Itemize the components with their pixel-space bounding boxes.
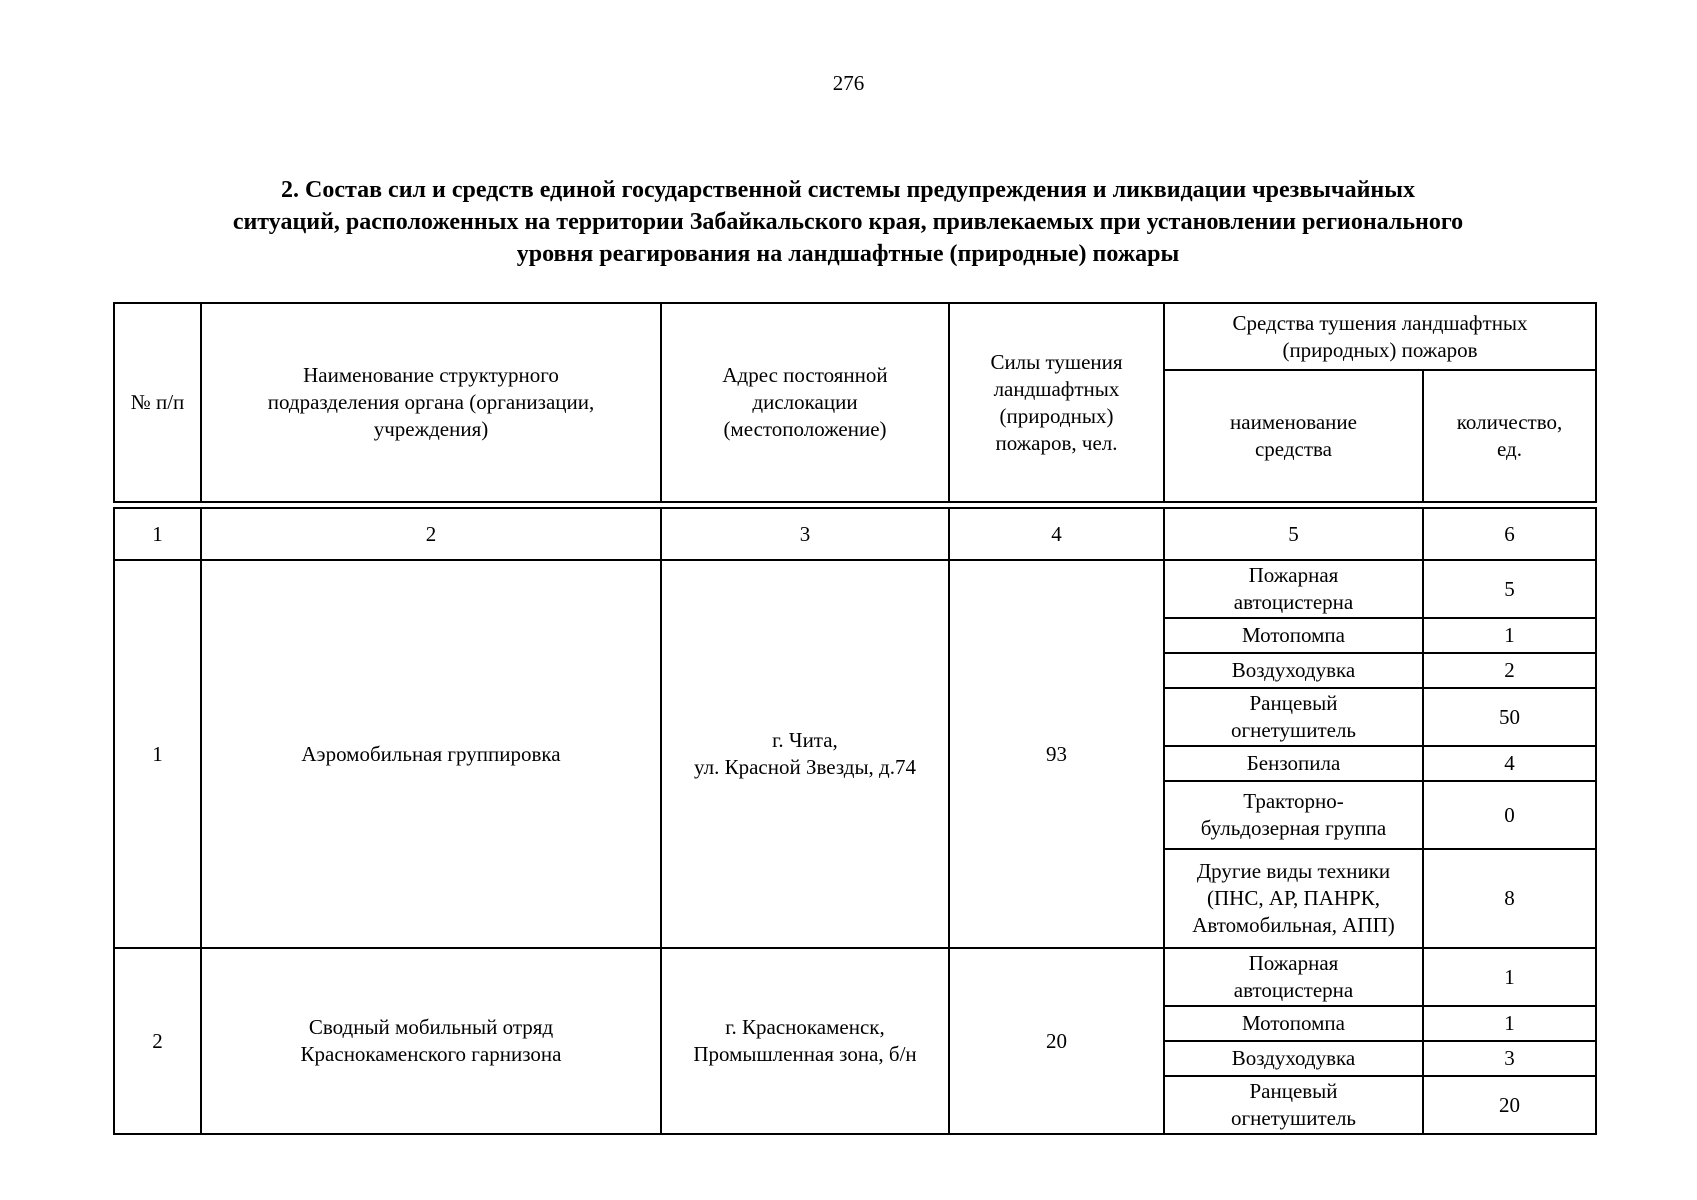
page-number: 276	[832, 71, 865, 95]
table-row	[114, 560, 1596, 618]
equipment-name: Пожарная автоцистерна	[1164, 948, 1423, 1006]
row-forces: 20	[949, 948, 1164, 1134]
equipment-count: 1	[1423, 948, 1596, 1006]
row-address: г. Чита, ул. Красной Звезды, д.74	[661, 560, 949, 948]
equipment-count: 50	[1423, 688, 1596, 746]
equipment-count: 4	[1423, 746, 1596, 781]
index-cell: 4	[949, 508, 1164, 560]
equipment-name: Ранцевый огнетушитель	[1164, 1076, 1423, 1134]
title-line-3: уровня реагирования на ландшафтные (природные) пожары	[516, 241, 1180, 267]
header-address: Адрес постоянной дислокации (местоположение)	[661, 303, 949, 502]
equipment-count: 8	[1423, 849, 1596, 948]
index-cell: 6	[1423, 508, 1596, 560]
row-forces: 93	[949, 560, 1164, 948]
document-title	[112, 174, 1584, 270]
header-equipment-name: наименование средства	[1164, 370, 1423, 502]
equipment-name: Тракторно- бульдозерная группа	[1164, 781, 1423, 849]
table-header	[113, 302, 1597, 503]
equipment-count: 1	[1423, 1006, 1596, 1041]
table-body	[113, 507, 1597, 1135]
equipment-name: Воздуходувка	[1164, 1041, 1423, 1076]
equipment-name: Бензопила	[1164, 746, 1423, 781]
equipment-name: Мотопомпа	[1164, 1006, 1423, 1041]
index-cell: 2	[201, 508, 661, 560]
row-unit-name: Аэромобильная группировка	[201, 560, 661, 948]
title-line-2: ситуаций, расположенных на территории Забайкальского края, привлекаемых при установлении регионального	[232, 209, 1464, 235]
equipment-count: 0	[1423, 781, 1596, 849]
header-equipment-count: количество, ед.	[1423, 370, 1596, 502]
equipment-name: Пожарная автоцистерна	[1164, 560, 1423, 618]
row-address: г. Краснокаменск, Промышленная зона, б/н	[661, 948, 949, 1134]
equipment-count: 2	[1423, 653, 1596, 688]
equipment-count: 1	[1423, 618, 1596, 653]
row-number: 1	[114, 560, 201, 948]
equipment-name: Другие виды техники (ПНС, АР, ПАНРК, Автомобильная, АПП)	[1164, 849, 1423, 948]
title-line-1: 2. Состав сил и средств единой государственной системы предупреждения и ликвидации чрезвычайных	[281, 177, 1415, 203]
equipment-name: Воздуходувка	[1164, 653, 1423, 688]
index-cell: 1	[114, 508, 201, 560]
equipment-name: Ранцевый огнетушитель	[1164, 688, 1423, 746]
header-forces: Силы тушения ландшафтных (природных) пожаров, чел.	[949, 303, 1164, 502]
row-number: 2	[114, 948, 201, 1134]
header-unit-name: Наименование структурного подразделения органа (организации, учреждения)	[201, 303, 661, 502]
index-cell: 3	[661, 508, 949, 560]
equipment-count: 3	[1423, 1041, 1596, 1076]
equipment-count: 5	[1423, 560, 1596, 618]
equipment-count: 20	[1423, 1076, 1596, 1134]
header-number: № п/п	[114, 303, 201, 502]
equipment-name: Мотопомпа	[1164, 618, 1423, 653]
header-equipment-group: Средства тушения ландшафтных (природных) пожаров	[1164, 303, 1596, 370]
table-row	[114, 948, 1596, 1006]
table-index-row	[114, 508, 1596, 560]
row-unit-name: Сводный мобильный отряд Краснокаменского гарнизона	[201, 948, 661, 1134]
index-cell: 5	[1164, 508, 1423, 560]
